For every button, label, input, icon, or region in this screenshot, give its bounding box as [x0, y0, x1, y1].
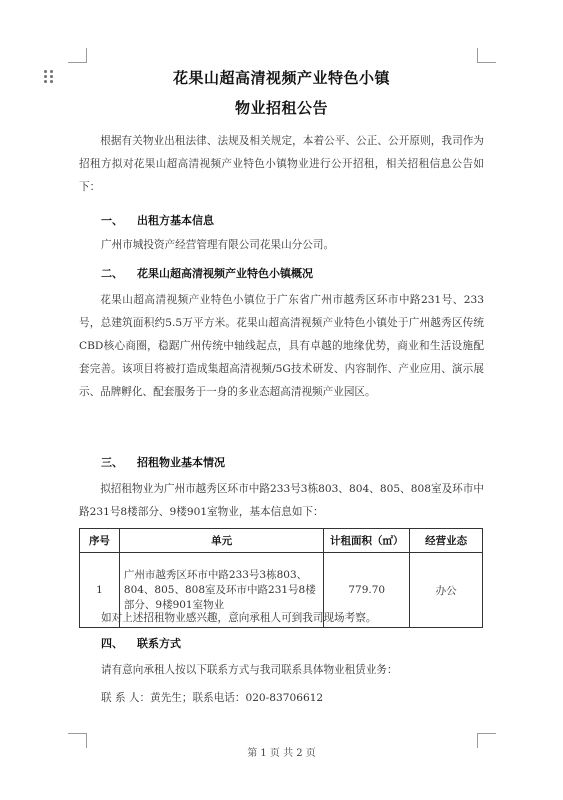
section-4-title: 联系方式 [137, 637, 181, 650]
header-use: 经营业态 [410, 529, 483, 553]
cell-use: 办公 [410, 553, 483, 628]
after-table-note: 如对上述招租物业感兴趣，意向承租人可到我司现场考察。 [101, 612, 377, 624]
section-1-number: 一、 [101, 214, 123, 227]
header-unit: 单元 [119, 529, 323, 553]
crop-mark-top-right [477, 48, 496, 63]
section-1-heading [101, 213, 214, 229]
section-1-body: 广州市城投资产经营管理有限公司花果山分公司。 [101, 239, 335, 251]
document-title-line2: 物业招租公告 [234, 99, 328, 117]
section-4-heading [101, 636, 181, 652]
header-index: 序号 [80, 529, 120, 553]
intro-paragraph: 根据有关物业出租法律、法规及相关规定，本着公平、公正、公开原则，我司作为招租方拟对花果山超高清视频产业特色小镇物业进行公开招租，相关招租信息公告如下： [79, 135, 484, 193]
section-4-body: 请有意向承租人按以下联系方式与我司联系具体物业租赁业务： [101, 664, 398, 676]
cell-area: 779.70 [324, 553, 410, 628]
table-header-row [80, 529, 483, 553]
crop-mark-top-left [68, 48, 87, 63]
contact-line: 联 系 人：黄先生；联系电话：020-83706612 [101, 692, 324, 704]
section-3-title: 招租物业基本情况 [137, 456, 225, 469]
section-1-title: 出租方基本信息 [137, 214, 214, 227]
section-4-number: 四、 [101, 637, 123, 650]
section-2-heading [101, 266, 313, 282]
section-2-title: 花果山超高清视频产业特色小镇概况 [137, 267, 313, 280]
header-area: 计租面积（㎡） [324, 529, 410, 553]
section-2-body: 花果山超高清视频产业特色小镇位于广东省广州市越秀区环市中路231号、233号，总建筑面积约5.5万平方米。花果山超高清视频产业特色小镇处于广州越秀区传统CBD核心商圈，稳踞广州传统中轴线起点，具有卓越的地缘优势，商业和生活设施配套完善。该项目将被打造成集超高清视频/5G技术研发、内容制作、产业应用、演示展示、品牌孵化、配套服务于一身的多业态超高清视频产业园区。 [79, 294, 484, 398]
document-title-line1: 花果山超高清视频产业特色小镇 [172, 69, 390, 87]
section-3-number: 三、 [101, 456, 123, 469]
section-3-heading [101, 455, 225, 471]
page-footer: 第 1 页 共 2 页 [247, 748, 316, 759]
cell-index: 1 [80, 553, 120, 628]
cell-unit: 广州市越秀区环市中路233号3栋803、804、805、808室及环市中路231号8楼部分、9楼901室物业 [119, 553, 323, 628]
section-2-number: 二、 [101, 267, 123, 280]
section-3-body: 拟招租物业为广州市越秀区环市中路233号3栋803、804、805、808室及环市中路231号8楼部分、9楼901室物业，基本信息如下： [79, 483, 484, 518]
